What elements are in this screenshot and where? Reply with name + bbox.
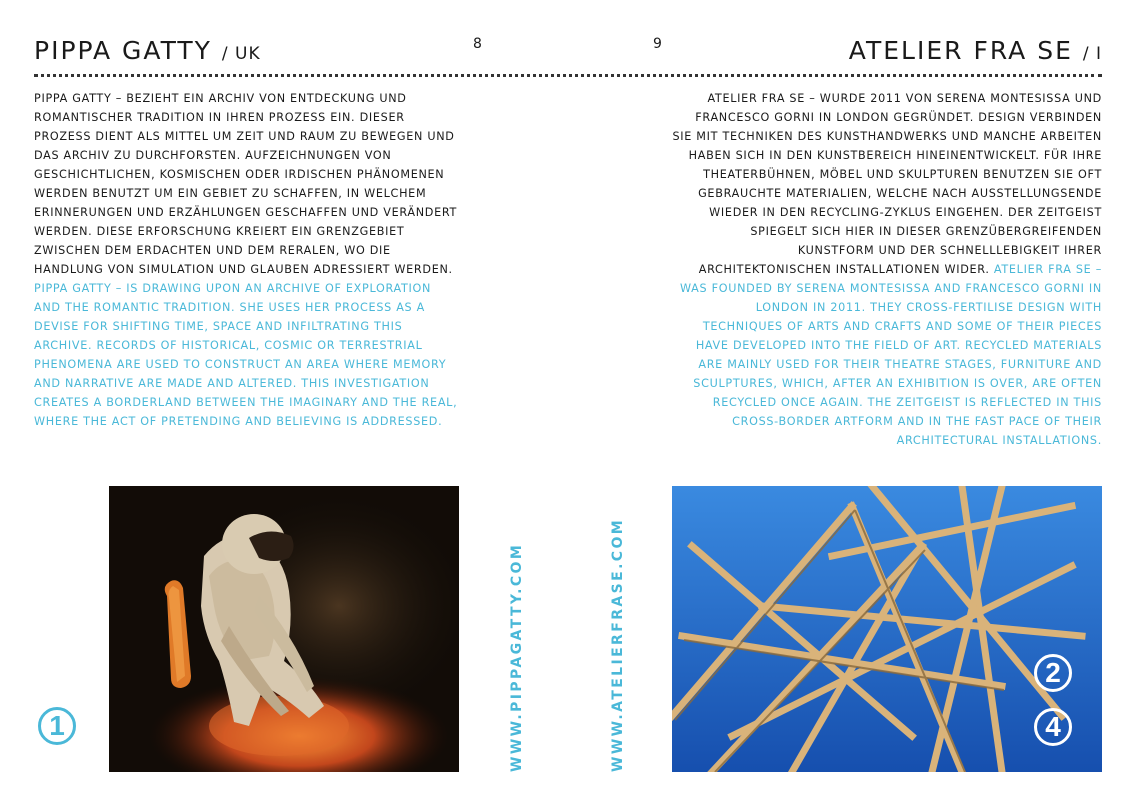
right-page-title — [849, 36, 1102, 65]
website-link-atelierfrase[interactable]: WWW.ATELIERFRASE.COM — [610, 517, 626, 772]
right-body-text — [672, 89, 1102, 450]
country-code: / UK — [221, 44, 261, 64]
page-number-left: 8 — [473, 36, 482, 52]
image-number-badge: 1 — [38, 707, 76, 745]
english-text: PIPPA GATTY – IS DRAWING UPON AN ARCHIVE OF EXPLORATION AND THE ROMANTIC TRADITION. SHE USES HER PROCESS AS A DEVISE FOR SHIFTING TIME, SPACE AND INFILTRATING THIS ARCHIVE. RECORDS OF HISTORICAL, COSMIC OR TERRESTRIAL PHENOMENA ARE USED TO CONSTRUCT AN AREA WHERE MEMORY AND NARRATIVE ARE MADE AND ALTERED. THIS INVESTIGATION CREATES A BORDERLAND BETWEEN THE IMAGINARY AND THE REAL, WHERE THE ACT OF PRETENDING AND BELIEVING IS ADDRESSED. — [34, 282, 458, 428]
image-number-badge: 4 — [1034, 708, 1072, 746]
german-text: PIPPA GATTY – BEZIEHT EIN ARCHIV VON ENTDECKUNG UND ROMANTISCHER TRADITION IN IHREN PROZESS EIN. DIESER PROZESS DIENT ALS MITTEL UM ZEIT UND RAUM ZU BEWEGEN UND DAS ARCHIV ZU DURCHFORSTEN. AUFZEICHNUNGEN VON GESCHICHTLICHEN, KOSMISCHEN ODER IRDISCHEN PHÄNOMENEN WERDEN BENUTZT UM EIN GEBIET ZU SCHAFFEN, IN WELCHEM ERINNERUNGEN UND ERZÄHLUNGEN GESCHAFFEN UND VERÄNDERT WERDEN. DIESE ERFORSCHUNG KREIERT EIN GRENZGEBIET ZWISCHEN DEM ERDACHTEN UND DEM RERALEN, WO DIE HANDLUNG VON SIMULATION UND GLAUBEN ADRESSIERT WERDEN. — [34, 92, 458, 276]
artist-name: PIPPA GATTY — [34, 36, 212, 65]
page-number-right: 9 — [653, 36, 662, 52]
artwork-image-pippa-gatty — [109, 486, 459, 772]
artist-name: ATELIER FRA SE — [848, 36, 1073, 65]
website-link-pippagatty[interactable]: WWW.PIPPAGATTY.COM — [509, 542, 525, 772]
country-code: / I — [1082, 44, 1102, 64]
english-text: ATELIER FRA SE – WAS FOUNDED BY SERENA MONTESISSA AND FRANCESCO GORNI IN LONDON IN 2011. THEY CROSS-FERTILISE DESIGN WITH TECHNIQUES OF ARTS AND CRAFTS AND SOME OF THEIR PIECES HAVE DEVELOPED INTO THE FIELD OF ART. RECYCLED MATERIALS ARE MAINLY USED FOR THEIR THEATRE STAGES, FURNITURE AND SCULPTURES, WHICH, AFTER AN EXHIBITION IS OVER, ARE OFTEN RECYCLED ONCE AGAIN. THE ZEITGEIST IS REFLECTED IN THIS CROSS-BORDER ARTFORM AND IN THE FAST PACE OF THEIR ARCHITECTURAL INSTALLATIONS. — [680, 263, 1102, 447]
german-text: ATELIER FRA SE – WURDE 2011 VON SERENA MONTESISSA UND FRANCESCO GORNI IN LONDON GEGRÜNDET. DESIGN VERBINDEN SIE MIT TECHNIKEN DES KUNSTHANDWERKS UND MANCHE ARBEITEN HABEN SICH IN DEN KUNSTBEREICH HINEINENTWICKELT. FÜR IHRE THEATERBÜHNEN, MÖBEL UND SKULPTUREN BENUTZEN SIE OFT GEBRAUCHTE MATERIALIEN, WELCHE NACH AUSSTELLUNGSENDE WIEDER IN DEN RECYCLING-ZYKLUS EINGEHEN. DER ZEITGEIST SPIEGELT SICH HIER IN DIESER GRENZÜBERGREIFENDEN KUNSTFORM UND DER SCHNELLLEBIGKEIT IHRER ARCHITEKTONISCHEN INSTALLATIONEN WIDER. — [672, 92, 1102, 276]
painting-illustration — [109, 486, 459, 772]
left-body-text — [34, 89, 459, 431]
dotted-divider — [34, 74, 1102, 77]
left-page-title — [34, 36, 261, 65]
image-number-badge: 2 — [1034, 654, 1072, 692]
